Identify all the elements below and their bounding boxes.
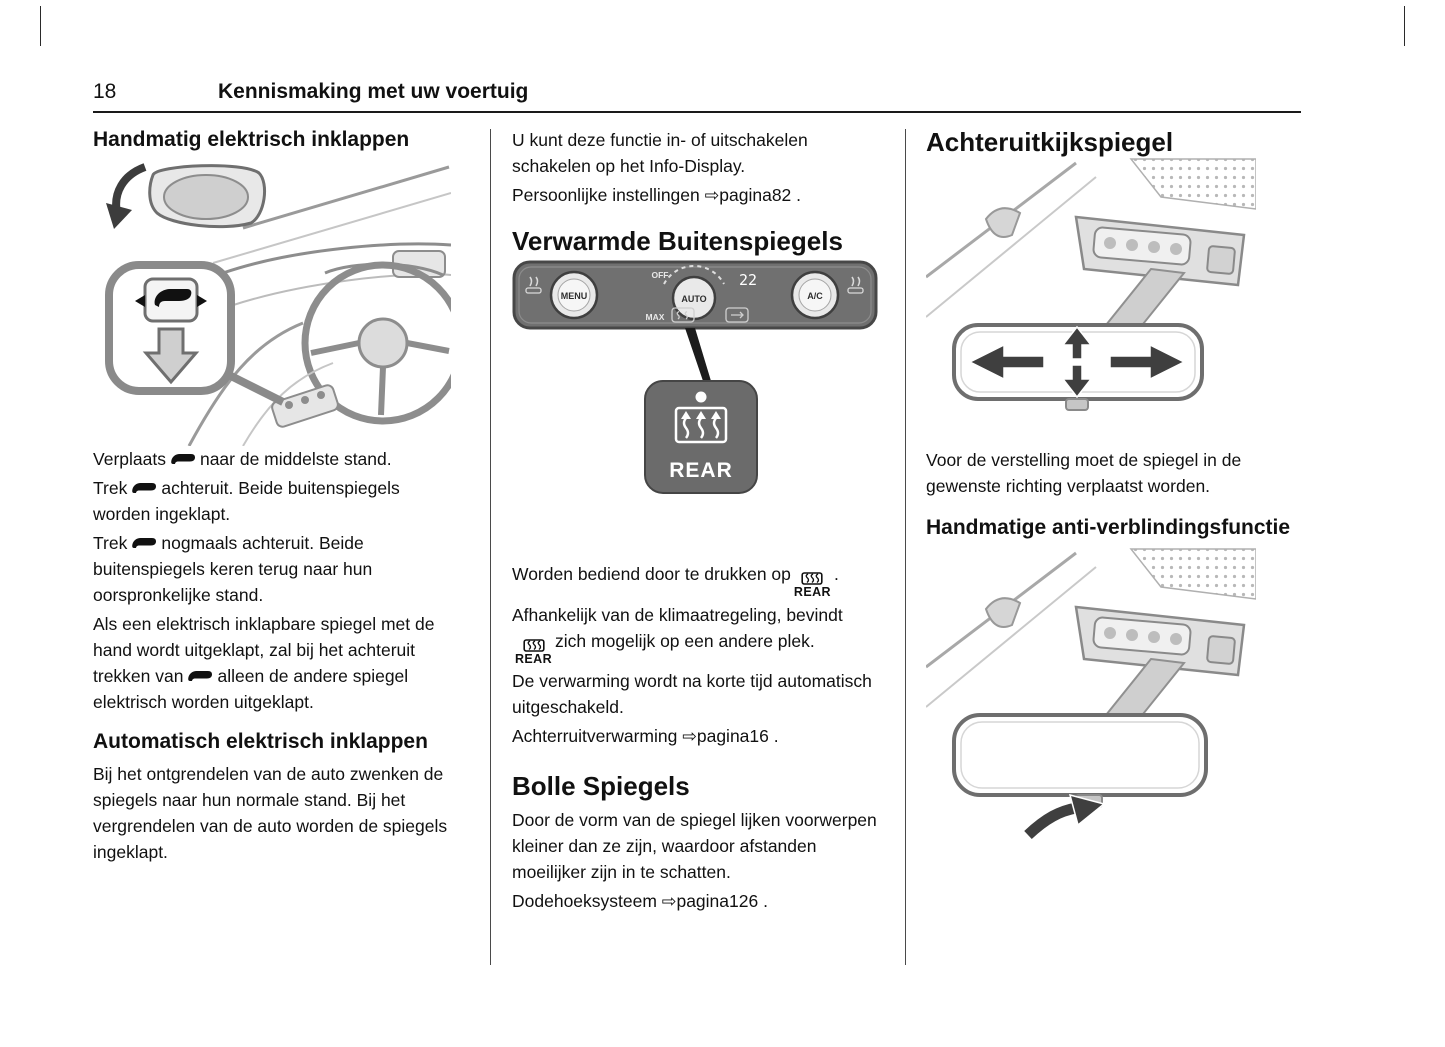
mirror-fold-control-icon — [170, 452, 196, 466]
rear-defrost-icon — [523, 637, 545, 652]
heading-convex-mirrors: Bolle Spiegels — [512, 771, 690, 801]
antiglare-mirror-drawing — [926, 547, 1256, 842]
ac-knob-label: A/C — [807, 291, 823, 301]
column-left — [93, 127, 461, 868]
paragraph — [93, 611, 461, 715]
mirror-fold-control-icon — [187, 669, 213, 683]
off-label: OFF — [651, 270, 669, 280]
text: Trek — [93, 478, 128, 498]
text: Trek — [93, 533, 128, 553]
console-lamp — [1207, 246, 1235, 274]
text: Verplaats — [93, 449, 166, 469]
crop-mark-left — [40, 6, 41, 46]
page-reference: Persoonlijke instellingen ⇨pagina82 . — [512, 185, 802, 205]
header-rule — [93, 111, 1301, 113]
page-header — [93, 80, 528, 104]
heading-manual-folding: Handmatig elektrisch inklappen — [93, 128, 410, 151]
column-right — [926, 127, 1301, 842]
page-reference: Achterruitverwarming ⇨pagina16 . — [512, 726, 779, 746]
column-divider-2 — [905, 129, 906, 965]
heading-heated-mirrors: Verwarmde Buitenspiegels — [512, 226, 843, 256]
window-switches — [271, 384, 340, 429]
crop-mark-right — [1404, 6, 1405, 46]
headliner-texture — [1131, 549, 1256, 599]
text: . — [833, 564, 839, 584]
sensor-pod — [986, 208, 1020, 237]
paragraph — [93, 530, 461, 608]
rear-label: REAR — [515, 651, 553, 666]
climate-panel-illustration — [512, 256, 878, 511]
console-lamp — [1207, 636, 1235, 664]
paragraph — [512, 602, 878, 666]
antiglare-mirror-illustration — [926, 547, 1256, 842]
max-button-label: MAX — [645, 312, 665, 322]
text: Afhankelijk van de klimaatregeling, bevindt — [512, 604, 843, 625]
interior-drawing — [93, 153, 451, 446]
callout-pointer — [685, 328, 711, 381]
heading-manual-antiglare: Handmatige anti-verblindingsfunctie — [926, 516, 1291, 539]
paragraph: Voor de verstelling moet de spiegel in de gewenste richting verplaatst worden. — [926, 450, 1242, 496]
temperature-display: 22 — [738, 271, 758, 289]
flip-arrow-shaft — [1028, 808, 1076, 835]
text: zich mogelijk op een andere plek. — [555, 630, 815, 651]
chapter-title: Kennismaking met uw voertuig — [218, 80, 529, 103]
paragraph: Door de vorm van de spiegel lijken voorwerpen kleiner dan ze zijn, waardoor afstanden moeilijker zijn in te schatten. — [512, 810, 877, 882]
text: achteruit. Beide buitenspiegels worden ingeklapt. — [93, 478, 400, 524]
rear-defrost-button-ref — [515, 637, 552, 666]
text: nogmaals achteruit. Beide buitenspiegels keren terug naar hun oorspronkelijke stand. — [93, 533, 373, 605]
badge-indicator-dot — [696, 392, 707, 403]
text: alleen de andere spiegel elektrisch worden uitgeklapt. — [93, 666, 409, 712]
heading-rearview-mirror: Achteruitkijkspiegel — [926, 127, 1174, 157]
headliner-texture — [1131, 159, 1256, 209]
paragraph — [93, 446, 461, 472]
rearview-mirror-illustration — [926, 157, 1256, 447]
heading-automatic-folding: Automatisch elektrisch inklappen — [93, 730, 428, 753]
fold-direction-arrow — [116, 167, 145, 213]
rear-defrost-icon — [801, 570, 823, 585]
auto-knob-label: AUTO — [681, 294, 707, 304]
page-reference: Dodehoeksysteem ⇨pagina126 . — [512, 891, 768, 911]
paragraph: De verwarming wordt na korte tijd automatisch uitgeschakeld. — [512, 671, 872, 717]
text: Als een elektrisch inklapbare spiegel met de hand wordt uitgeklapt, zal bij het achteruit trekken van — [93, 614, 435, 686]
rear-label: REAR — [793, 585, 831, 599]
interior-mirror-control-illustration — [93, 153, 451, 446]
paragraph: U kunt deze functie in- of uitschakelen schakelen op het Info-Display. — [512, 130, 808, 176]
sensor-pod — [986, 598, 1020, 627]
page-content — [93, 127, 1301, 977]
text: naar de middelste stand. — [199, 449, 392, 469]
rearview-mirror-drawing — [926, 157, 1256, 447]
paragraph: Bij het ontgrendelen van de auto zwenken de spiegels naar hun normale stand. Bij het vergrendelen van de auto worden de spiegels ingeklapt. — [93, 764, 448, 862]
column-divider-1 — [490, 129, 491, 965]
mirror-fold-control-icon — [131, 536, 157, 550]
column-middle — [512, 127, 878, 917]
rear-defrost-button-ref — [794, 570, 831, 599]
mirror-body — [954, 715, 1206, 795]
antiglare-lever — [1066, 399, 1088, 410]
paragraph — [93, 475, 461, 527]
paragraph — [512, 561, 878, 599]
climate-panel-drawing — [512, 256, 878, 511]
mirror-fold-control-icon — [131, 481, 157, 495]
text: Worden bediend door te drukken op — [512, 564, 791, 584]
menu-knob-label: MENU — [560, 291, 588, 301]
badge-rear-label: REAR — [669, 459, 733, 482]
page-number: 18 — [93, 80, 117, 103]
